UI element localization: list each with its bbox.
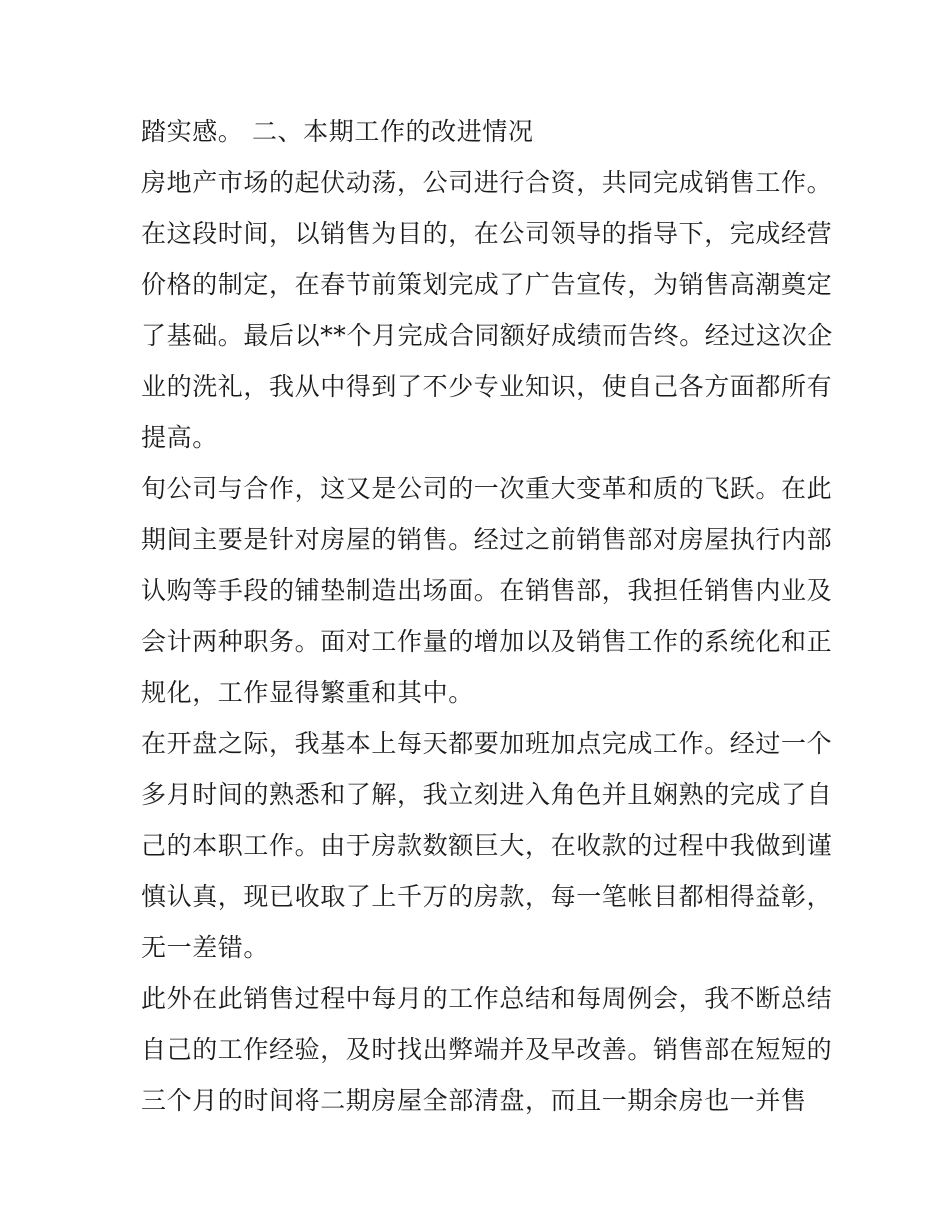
text-line: 踏实感。 二、本期工作的改进情况 <box>141 117 534 146</box>
text-line: 认购等手段的铺垫制造出场面。在销售部，我担任销售内业及 <box>141 576 833 605</box>
text-line: 在开盘之际，我基本上每天都要加班加点完成工作。经过一个 <box>141 729 833 758</box>
text-line: 自己的工作经验，及时找出弊端并及早改善。销售部在短短的 <box>141 1035 833 1064</box>
text-line: 了基础。最后以**个月完成合同额好成绩而告终。经过这次企 <box>141 321 833 350</box>
text-line: 期间主要是针对房屋的销售。经过之前销售部对房屋执行内部 <box>141 525 833 554</box>
text-line: 提高。 <box>141 423 218 452</box>
text-line: 三个月的时间将二期房屋全部清盘，而且一期余房也一并售 <box>141 1086 807 1115</box>
text-line: 旬公司与合作，这又是公司的一次重大变革和质的飞跃。在此 <box>141 474 833 503</box>
text-line: 慎认真，现已收取了上千万的房款，每一笔帐目都相得益彰， <box>141 882 833 911</box>
text-line: 业的洗礼，我从中得到了不少专业知识，使自己各方面都所有 <box>141 372 833 401</box>
text-line: 己的本职工作。由于房款数额巨大，在收款的过程中我做到谨 <box>141 831 833 860</box>
text-line: 价格的制定，在春节前策划完成了广告宣传，为销售高潮奠定 <box>141 270 833 299</box>
text-line: 无一差错。 <box>141 933 270 962</box>
document-body <box>141 106 833 1126</box>
text-line: 会计两种职务。面对工作量的增加以及销售工作的系统化和正 <box>141 627 833 656</box>
text-line: 此外在此销售过程中每月的工作总结和每周例会，我不断总结 <box>141 984 833 1013</box>
text-line: 多月时间的熟悉和了解，我立刻进入角色并且娴熟的完成了自 <box>141 780 833 809</box>
text-line: 在这段时间，以销售为目的，在公司领导的指导下，完成经营 <box>141 219 833 248</box>
text-line: 规化，工作显得繁重和其中。 <box>141 678 474 707</box>
text-line: 房地产市场的起伏动荡，公司进行合资，共同完成销售工作。 <box>141 168 833 197</box>
